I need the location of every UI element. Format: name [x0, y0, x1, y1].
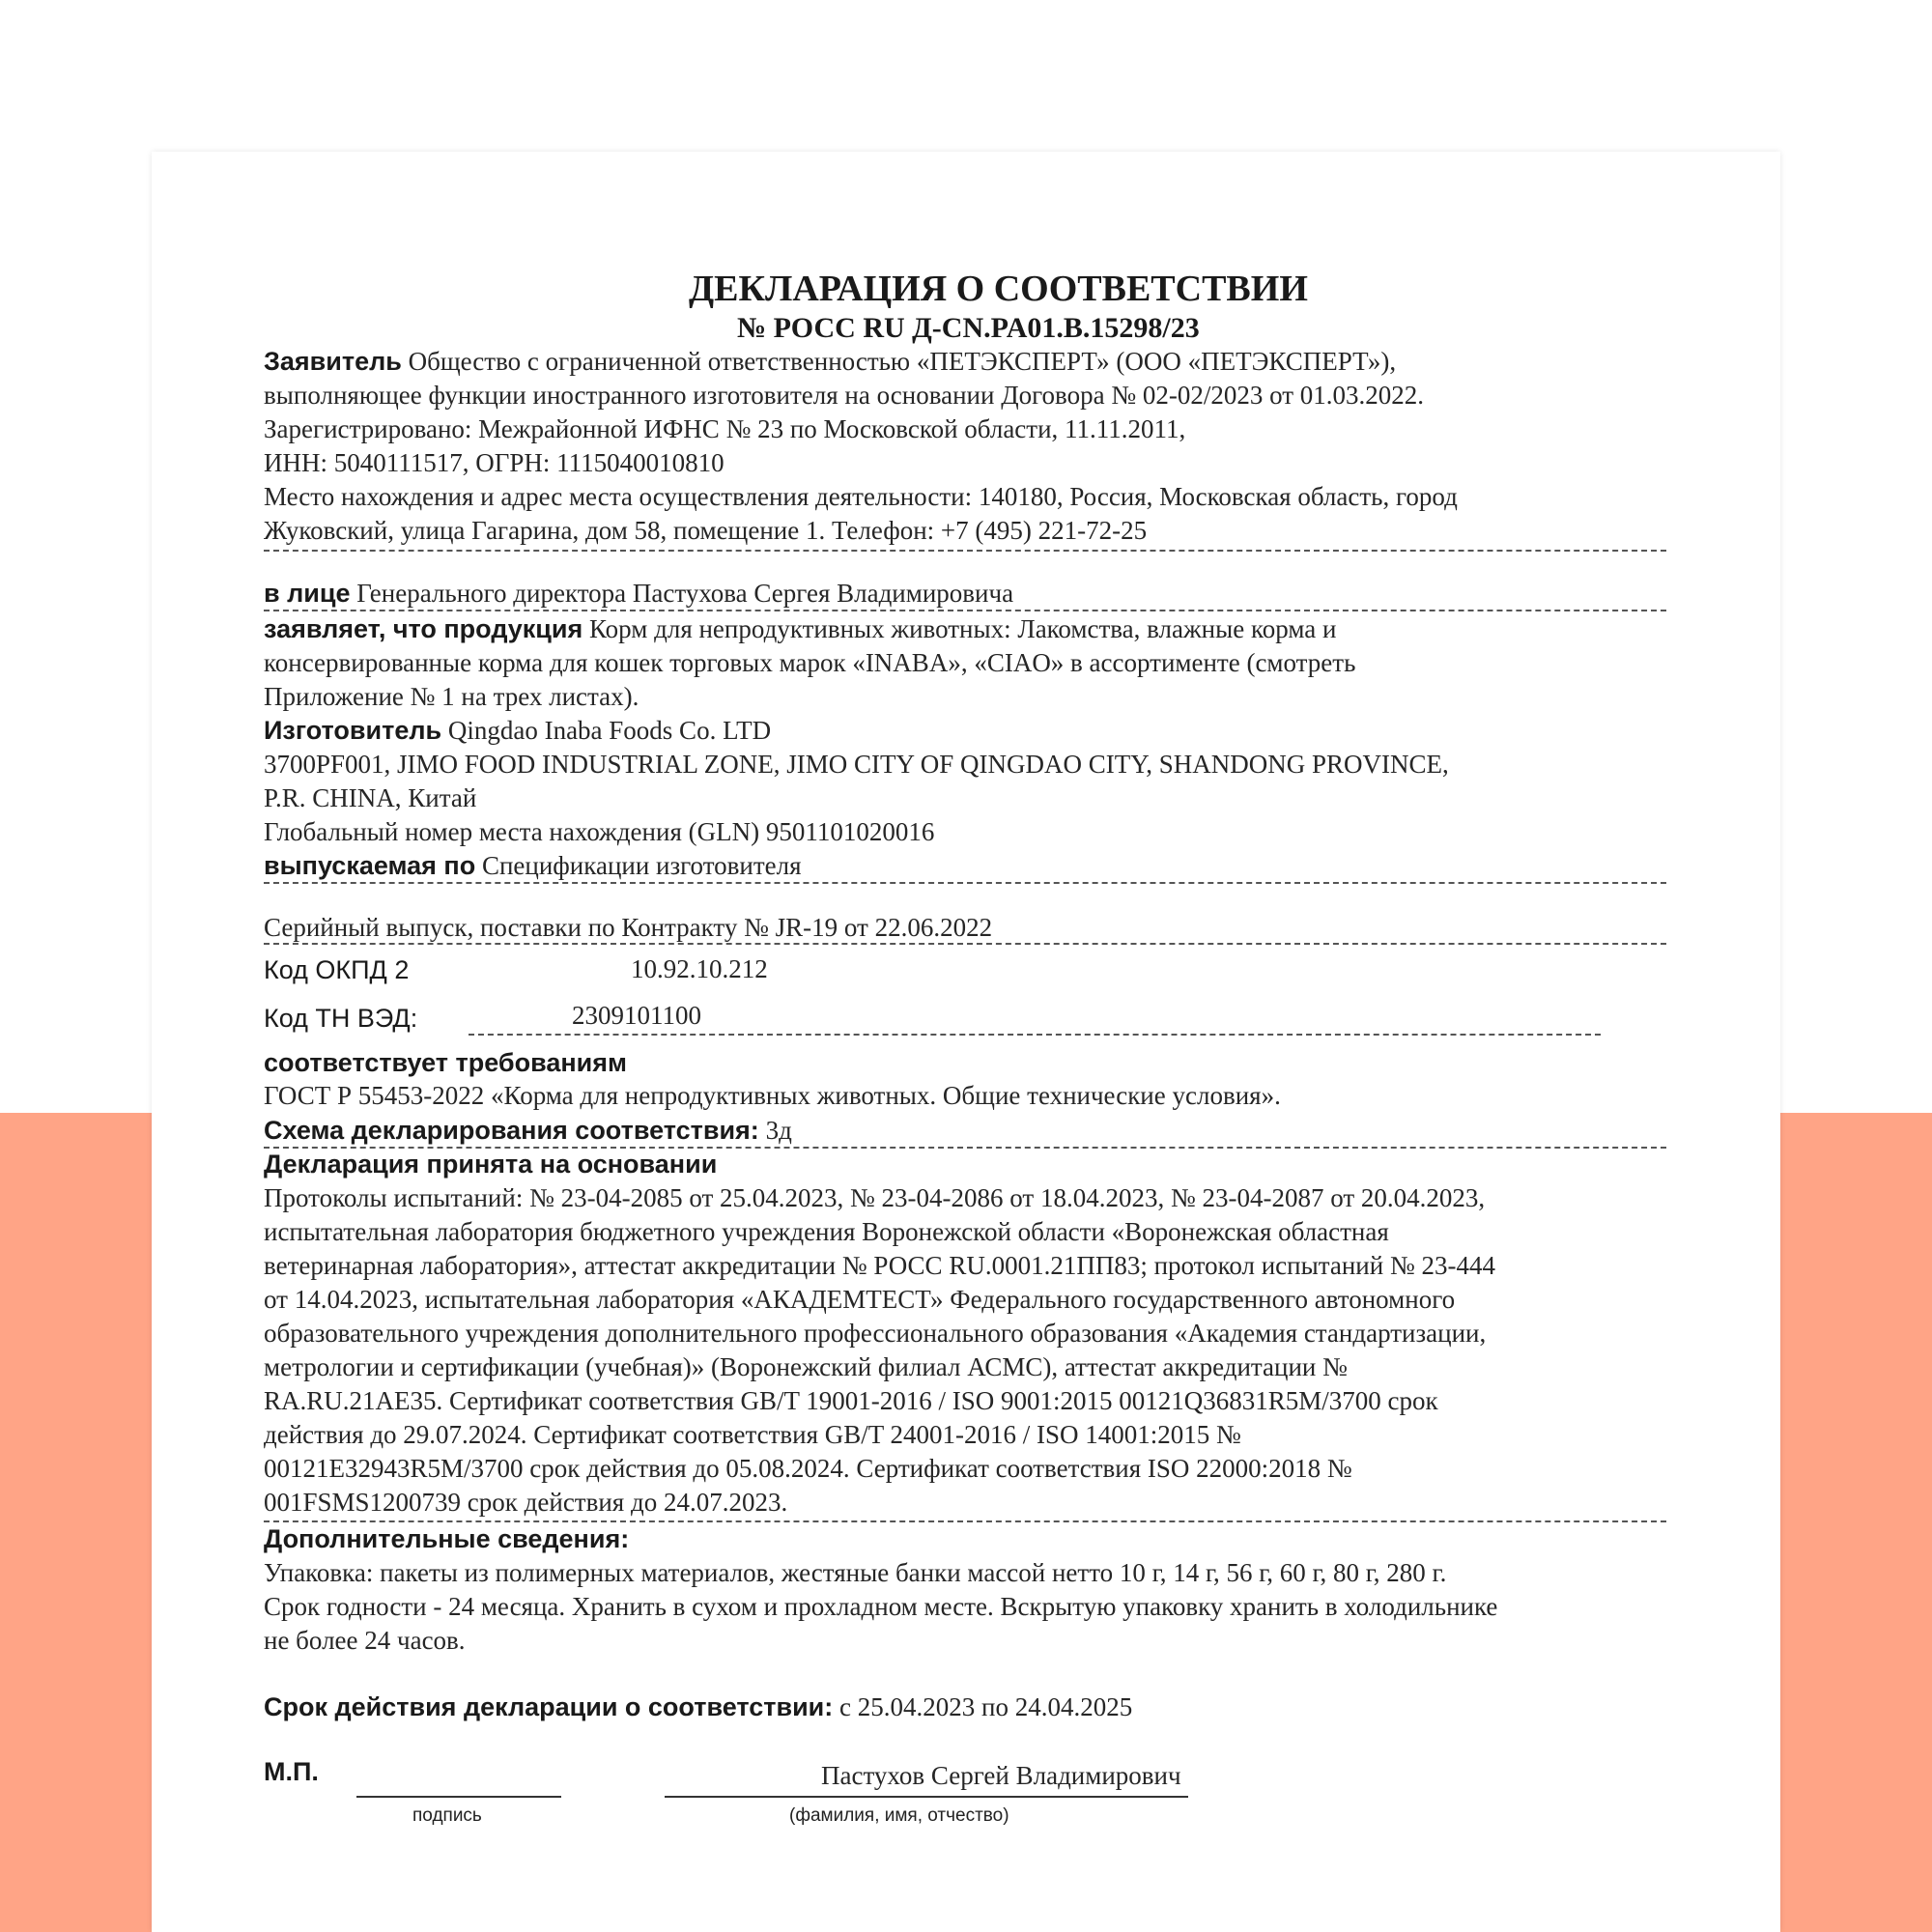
declaration-page: [152, 152, 1780, 1932]
product-line: Приложение № 1 на трех листах).: [264, 682, 639, 711]
basis-line: ветеринарная лаборатория», аттестат аккредитации № РОСС RU.0001.21ПП83; протокол испытаний № 23-444: [264, 1251, 1495, 1280]
manufacturer-label: Изготовитель: [264, 716, 442, 745]
okpd-label: Код ОКПД 2: [264, 955, 410, 984]
divider-line: [264, 882, 1666, 884]
tnved-value: 2309101100: [572, 1001, 701, 1030]
applicant-line: [264, 345, 1458, 379]
requirements-value: ГОСТ Р 55453-2022 «Корма для непродуктивных животных. Общие технические условия».: [264, 1081, 1281, 1110]
represented-by-line: [264, 577, 1013, 611]
manufacturer-line: Глобальный номер места нахождения (GLN) 9501101020016: [264, 817, 935, 846]
basis-line: 00121E32943R5M/3700 срок действия до 05.08.2024. Сертификат соответствия ISO 22000:2018 №: [264, 1454, 1352, 1483]
product-text: Корм для непродуктивных животных: Лакомства, влажные корма и: [589, 614, 1337, 643]
scheme-value: 3д: [765, 1116, 792, 1145]
manufacturer-name: Qingdao Inaba Foods Co. LTD: [447, 716, 772, 745]
scheme-line: [264, 1114, 792, 1148]
manufacturer-line: [264, 714, 1449, 748]
produced-by-label: выпускаемая по: [264, 851, 476, 880]
additional-line: Срок годности - 24 месяца. Хранить в сухом и прохладном месте. Вскрытую упаковку хранить в холодильнике: [264, 1592, 1498, 1621]
validity-from-word: с: [839, 1692, 851, 1721]
additional-text: [264, 1556, 1497, 1658]
product-section: [264, 612, 1355, 714]
document-title: ДЕКЛАРАЦИЯ О СООТВЕТСТВИИ: [689, 269, 1308, 309]
signature-caption: подпись: [412, 1805, 482, 1826]
tnved-label: Код ТН ВЭД:: [264, 1004, 418, 1033]
divider-line: [264, 1520, 1666, 1522]
applicant-line: Зарегистрировано: Межрайонной ИФНС № 23 по Московской области, 11.11.2011,: [264, 414, 1186, 443]
applicant-line: Жуковский, улица Гагарина, дом 58, помещение 1. Телефон: +7 (495) 221-72-25: [264, 516, 1148, 545]
applicant-section: [264, 345, 1458, 548]
basis-line: Протоколы испытаний: № 23-04-2085 от 25.04.2023, № 23-04-2086 от 18.04.2023, № 23-04-2087 от 20.04.2023,: [264, 1183, 1486, 1212]
produced-by-line: [264, 849, 802, 883]
stamp-label: М.П.: [264, 1757, 319, 1786]
divider-line: [264, 610, 1666, 611]
signer-name: Пастухов Сергей Владимирович: [821, 1761, 1181, 1790]
represented-by-value: Генерального директора Пастухова Сергея Владимировича: [356, 579, 1014, 608]
applicant-label: Заявитель: [264, 347, 402, 376]
basis-text: [264, 1181, 1495, 1520]
manufacturer-section: [264, 714, 1449, 849]
product-line: [264, 612, 1355, 646]
manufacturer-line: P.R. CHINA, Китай: [264, 783, 477, 812]
applicant-line: Место нахождения и адрес места осуществления деятельности: 140180, Россия, Московская область, город: [264, 482, 1458, 511]
name-caption: (фамилия, имя, отчество): [789, 1805, 1009, 1826]
represented-by-label: в лице: [264, 579, 351, 608]
validity-line: [264, 1690, 1132, 1724]
product-line: консервированные корма для кошек торговых марок «INABA», «CIAO» в ассортименте (смотреть: [264, 648, 1356, 677]
basis-line: метрологии и сертификации (учебная)» (Воронежский филиал АСМС), аттестат аккредитации №: [264, 1352, 1348, 1381]
basis-line: 001FSMS1200739 срок действия до 24.07.2023.: [264, 1488, 788, 1517]
basis-line: испытательная лаборатория бюджетного учреждения Воронежской области «Воронежская областная: [264, 1217, 1389, 1246]
scheme-label: Схема декларирования соответствия:: [264, 1116, 759, 1145]
signature-line: [356, 1796, 561, 1798]
basis-line: образовательного учреждения дополнительного профессионального образования «Академия стандартизации,: [264, 1319, 1487, 1348]
additional-label: Дополнительные сведения:: [264, 1524, 630, 1553]
applicant-text: Общество с ограниченной ответственностью «ПЕТЭКСПЕРТ» (ООО «ПЕТЭКСПЕРТ»),: [408, 347, 1397, 376]
product-label: заявляет, что продукция: [264, 614, 583, 643]
serial-line: Серийный выпуск, поставки по Контракту № JR-19 от 22.06.2022: [264, 913, 993, 942]
requirements-label: соответствует требованиям: [264, 1048, 627, 1077]
basis-label: Декларация принята на основании: [264, 1150, 718, 1179]
basis-line: RA.RU.21AE35. Сертификат соответствия GB/T 19001-2016 / ISO 9001:2015 00121Q36831R5M/3700 срок: [264, 1386, 1438, 1415]
divider-line: [264, 550, 1666, 552]
divider-line: [264, 943, 1666, 945]
validity-to-word: по: [981, 1692, 1009, 1721]
basis-line: действия до 29.07.2024. Сертификат соответствия GB/T 24001-2016 / ISO 14001:2015 №: [264, 1420, 1241, 1449]
validity-from: 25.04.2023: [857, 1692, 976, 1721]
declaration-number: № РОСС RU Д-CN.PA01.B.15298/23: [737, 312, 1200, 344]
validity-label: Срок действия декларации о соответствии:: [264, 1692, 834, 1721]
additional-line: не более 24 часов.: [264, 1626, 466, 1655]
validity-to: 24.04.2025: [1014, 1692, 1133, 1721]
additional-line: Упаковка: пакеты из полимерных материалов, жестяные банки массой нетто 10 г, 14 г, 56 г, 60 г, 80 г, 280 г.: [264, 1558, 1447, 1587]
manufacturer-line: 3700PF001, JIMO FOOD INDUSTRIAL ZONE, JIMO CITY OF QINGDAO CITY, SHANDONG PROVINCE,: [264, 750, 1449, 779]
basis-line: от 14.04.2023, испытательная лаборатория «АКАДЕМТЕСТ» Федерального государственного автономного: [264, 1285, 1456, 1314]
applicant-line: ИНН: 5040111517, ОГРН: 1115040010810: [264, 448, 724, 477]
applicant-line: выполняющее функции иностранного изготовителя на основании Договора № 02-02/2023 от 01.03.2022.: [264, 381, 1425, 410]
divider-line: [264, 1147, 1666, 1149]
okpd-value: 10.92.10.212: [631, 954, 768, 983]
tnved-underline: [469, 1034, 1601, 1036]
name-line: [665, 1796, 1188, 1798]
produced-by-value: Спецификации изготовителя: [481, 851, 802, 880]
